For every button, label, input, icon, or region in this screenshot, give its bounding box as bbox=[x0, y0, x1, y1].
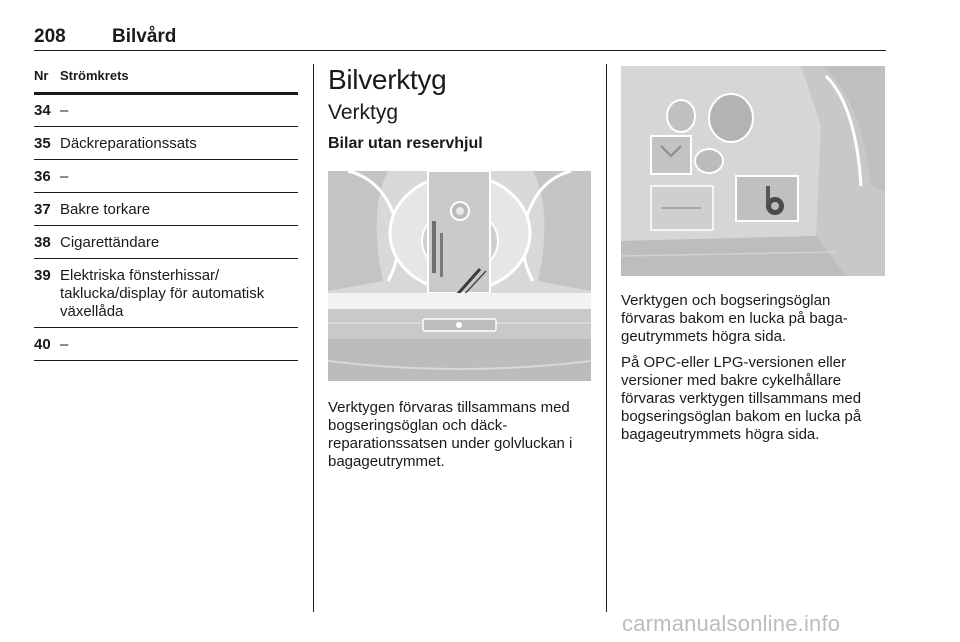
row-divider bbox=[34, 159, 298, 160]
row-divider bbox=[34, 258, 298, 259]
fuse-circuit: Bakre torkare bbox=[60, 201, 151, 218]
section-subheading: Bilar utan reservhjul bbox=[328, 135, 483, 152]
table-row bbox=[34, 102, 298, 120]
row-divider bbox=[34, 360, 298, 361]
right-body bbox=[621, 292, 885, 452]
body-paragraph: Verktygen förvaras tillsammans med bogseringsöglan och däck-reparationssatsen under golvluckan i bagageutrymmet. bbox=[328, 399, 573, 470]
body-paragraph: Verktygen och bogseringsöglan förvaras bakom en lucka på baga-geutrymmets högra sida. bbox=[621, 292, 848, 345]
fuse-circuit: Däckreparationssats bbox=[60, 135, 197, 152]
table-row bbox=[34, 201, 298, 219]
section-title: Bilverktyg bbox=[328, 64, 447, 95]
fuse-circuit: Cigarettändare bbox=[60, 234, 160, 251]
trunk-tools-illustration bbox=[328, 171, 591, 381]
fuse-number: 38 bbox=[34, 234, 51, 251]
watermark: carmanualsonline.info bbox=[622, 611, 841, 636]
row-divider bbox=[34, 327, 298, 328]
row-divider bbox=[34, 126, 298, 127]
fuse-number: 36 bbox=[34, 168, 51, 185]
row-divider bbox=[34, 225, 298, 226]
fuse-number: 37 bbox=[34, 201, 51, 218]
fuse-circuit: Elektriska fönsterhissar/ taklucka/display för automatisk växellåda bbox=[60, 267, 265, 320]
column-divider bbox=[313, 64, 314, 612]
section-headings bbox=[328, 64, 590, 154]
fuse-number: 34 bbox=[34, 102, 51, 119]
table-header-rule bbox=[34, 92, 298, 95]
table-row bbox=[34, 168, 298, 186]
fuse-number: 40 bbox=[34, 336, 51, 353]
side-compartment-illustration bbox=[621, 66, 885, 276]
table-row bbox=[34, 234, 298, 252]
column-divider bbox=[606, 64, 607, 612]
header-rule bbox=[34, 50, 886, 51]
fuse-circuit: – bbox=[60, 102, 69, 119]
table-row bbox=[34, 336, 298, 354]
page-header bbox=[34, 26, 886, 50]
column-header-number: Nr bbox=[34, 68, 49, 83]
chapter-title: Bilvård bbox=[112, 26, 177, 47]
fuse-number: 39 bbox=[34, 267, 51, 284]
middle-body bbox=[328, 399, 592, 471]
table-header bbox=[34, 66, 298, 86]
section-subtitle: Verktyg bbox=[328, 101, 399, 124]
body-paragraph: På OPC-eller LPG-versionen eller versioner med bakre cykelhållare förvaras verktygen tillsammans med bogseringsöglan bakom en lucka på bagageutrymmets högra sida. bbox=[621, 354, 862, 443]
fuse-circuit: – bbox=[60, 168, 69, 185]
fuse-table bbox=[34, 66, 298, 353]
column-header-circuit: Strömkrets bbox=[60, 68, 129, 83]
table-row bbox=[34, 135, 298, 153]
fuse-number: 35 bbox=[34, 135, 51, 152]
page-number: 208 bbox=[34, 26, 66, 47]
row-divider bbox=[34, 192, 298, 193]
fuse-circuit: – bbox=[60, 336, 69, 353]
table-row bbox=[34, 267, 298, 321]
